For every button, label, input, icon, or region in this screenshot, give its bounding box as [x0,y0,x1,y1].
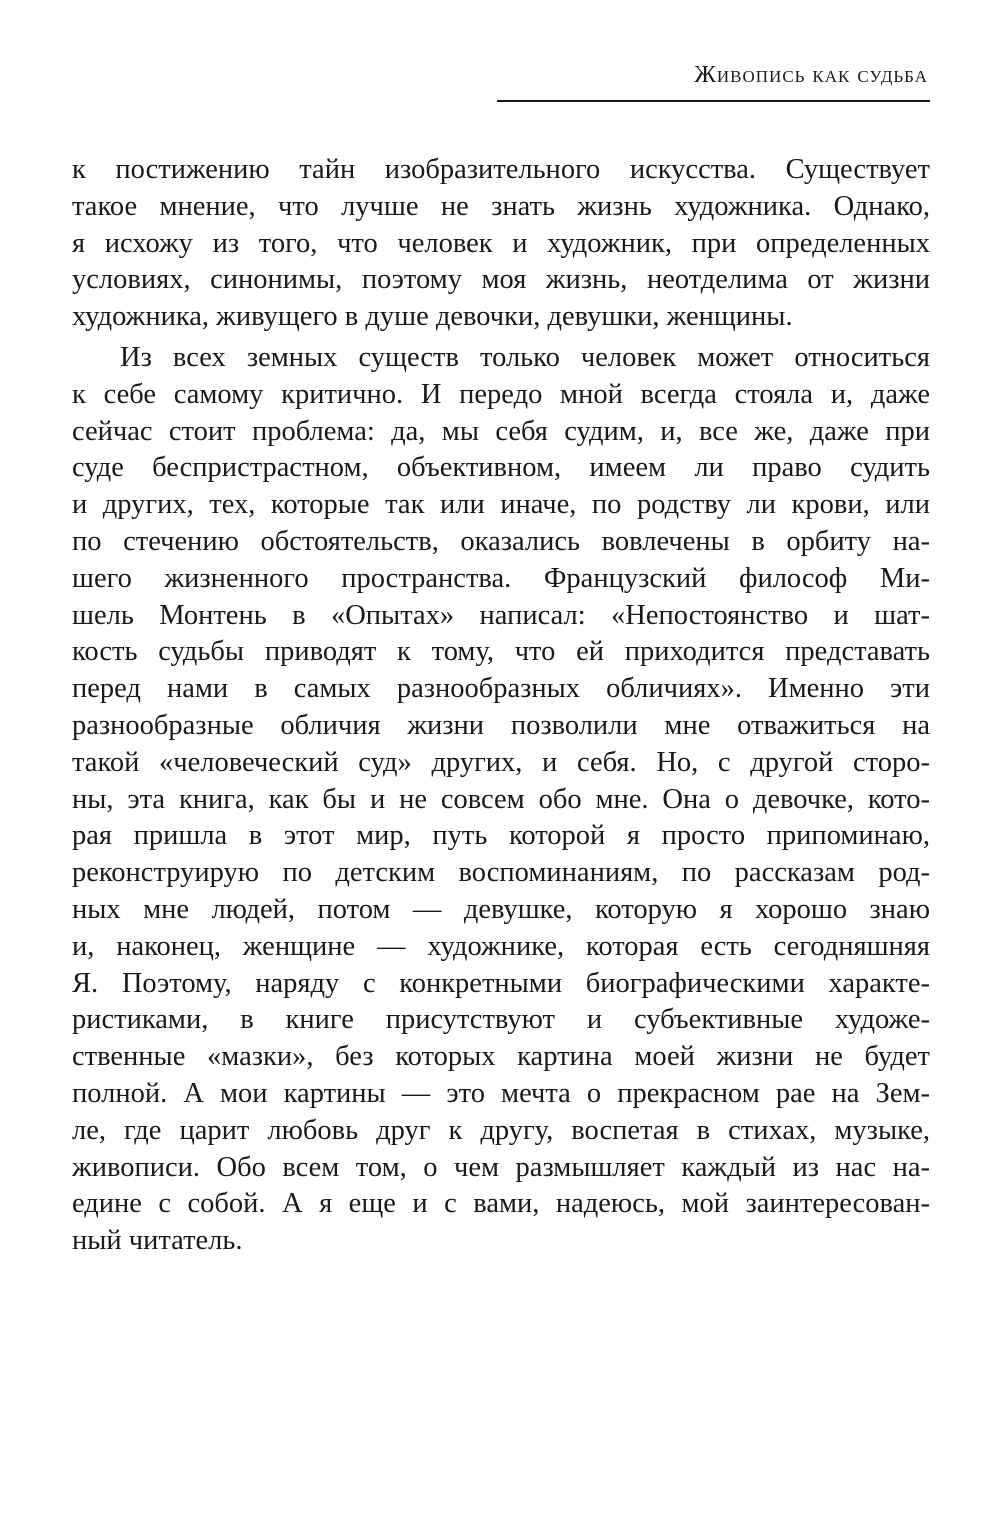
paragraph-2-line: сейчас стоит проблема: да, мы себя судим, и, все же, даже при [72,415,930,447]
paragraph-2-line: ле, где царит любовь друг к другу, воспетая в стихах, музыке, [72,1114,930,1146]
paragraph-2-line: ный читатель. [72,1225,243,1257]
paragraph-2-line: разнообразные обличия жизни позволили мне отважиться на [72,709,930,741]
paragraph-2-line: ристиками, в книге присутствуют и субъективные художе- [72,1004,930,1036]
paragraph-2-line: шего жизненного пространства. Французский философ Ми- [72,562,930,594]
paragraph-2-line: рая пришла в этот мир, путь которой я просто припоминаю, [72,820,930,852]
paragraph-1-line: к постижению тайн изобразительного искусства. Существует [72,154,930,185]
header-rule [497,100,930,102]
paragraph-2-line: кость судьбы приводят к тому, что ей приходится представать [72,636,930,668]
body-text [72,152,930,1260]
paragraph-2-line: и других, тех, которые так или иначе, по родству ли крови, или [72,489,930,521]
paragraph-2-line: едине с собой. А я еще и с вами, надеюсь, мой заинтересован- [72,1188,930,1220]
paragraph-2-line: ных мне людей, потом — девушке, которую я хорошо знаю [72,893,930,925]
paragraph-2-line: Из всех земных существ только человек может относиться [120,341,930,373]
paragraph-1-line: условиях, синонимы, поэтому моя жизнь, неотделима от жизни [72,264,930,296]
paragraph-2-line: шель Монтень в «Опытах» написал: «Непостоянство и шат- [72,599,930,631]
paragraph-2-line: и, наконец, женщине — художнике, которая есть сегодняшняя [72,930,930,962]
paragraph-2-line: реконструирую по детским воспоминаниям, по рассказам род- [72,857,930,889]
paragraph-2-line: ственные «мазки», без которых картина моей жизни не будет [72,1041,930,1073]
running-header: Живопись как судьба [694,62,928,88]
paragraph-2-line: к себе самому критично. И передо мной всегда стояла и, даже [72,378,930,410]
paragraph-2-line: Я. Поэтому, наряду с конкретными биографическими характе- [72,967,930,999]
paragraph-1-line: я исхожу из того, что человек и художник, при определенных [72,227,930,259]
paragraph-2-line: перед нами в самых разнообразных обличиях». Именно эти [72,673,930,705]
paragraph-2-line: такой «человеческий суд» других, и себя. Но, с другой сторо- [72,746,930,778]
paragraph-2-line: суде беспристрастном, объективном, имеем ли право судить [72,452,930,484]
paragraph-1-line: художника, живущего в душе девочки, девушки, женщины. [72,301,793,333]
paragraph-2-line: по стечению обстоятельств, оказались вовлечены в орбиту на- [72,525,930,557]
paragraph-2-line: ны, эта книга, как бы и не совсем обо мне. Она о девочке, кото- [72,783,930,815]
paragraph-1-line: такое мнение, что лучше не знать жизнь художника. Однако, [72,190,930,222]
paragraph-2-line: живописи. Обо всем том, о чем размышляет каждый из нас на- [72,1151,930,1183]
paragraph-2-line: полной. А мои картины — это мечта о прекрасном рае на Зем- [72,1077,930,1109]
